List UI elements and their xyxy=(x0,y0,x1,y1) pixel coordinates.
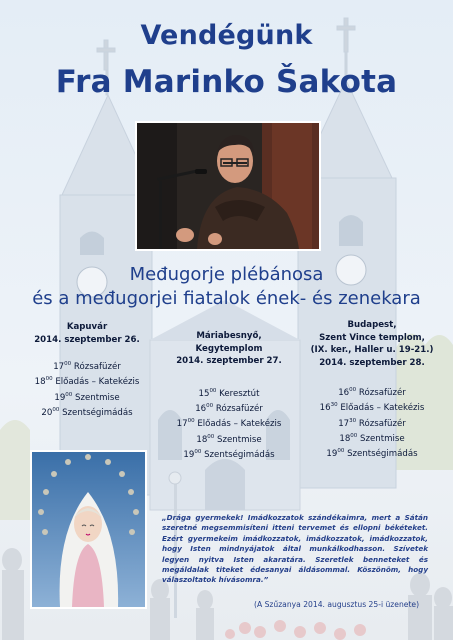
venue-column-mariabesnyo xyxy=(154,330,304,461)
schedule-item: $19^{00}$ Szentmise xyxy=(54,391,120,403)
schedule-item: $19^{00}$ Szentségimádás xyxy=(326,448,418,460)
subtitle-line-2: és a međugorjei fiatalok ének- és zenekara xyxy=(32,288,421,309)
schedule-item: $17^{30}$ Rózsafüzér xyxy=(338,417,406,429)
subtitle-line-1: Međugorje plébánosa xyxy=(129,264,324,285)
marian-message-text: „Drága gyermekek! Imádkozzatok szándékaimra, mert a Sátán szeretné megsemmisíteni itteni tervemet és ellopni békéteket. Ezért gyermekeim imádkozzatok, imádkozzatok, imádkozzatok, hogy Isten mindnyájatok által munkálkodhasson. Szívetek legyen nyitva Isten akaratára. Szeretlek benneteket és megáldalak titeket édesanyai áldásommal. Köszönöm, hogy válaszoltatok hívásomra.” xyxy=(162,513,428,585)
schedule-item: $16^{00}$ Rózsafüzér xyxy=(338,387,406,398)
venue-place: Kegytemplom xyxy=(195,343,263,354)
schedule-item: $18^{00}$ Szentmise xyxy=(196,433,262,445)
speaker-photo xyxy=(135,121,321,251)
message-source: (A Szűzanya 2014. augusztus 25-i üzenete) xyxy=(254,600,420,609)
poster-title-line-1: Vendégünk xyxy=(140,20,313,51)
venue-column-kapuvar xyxy=(22,321,152,419)
schedule-item: $18^{00}$ Szentmise xyxy=(339,433,405,444)
schedule-item: $20^{00}$ Szentségimádás xyxy=(41,407,133,418)
schedule-item: $18^{00}$ Előadás – Katekézis xyxy=(34,376,140,388)
schedule-item: $17^{00}$ Előadás – Katekézis xyxy=(176,418,282,430)
venue-column-budapest xyxy=(297,319,447,461)
venue-place: Kapuvár xyxy=(66,322,108,332)
poster-title-speaker-name: Fra Marinko Šakota xyxy=(55,64,398,100)
schedule-item: $17^{00}$ Rózsafüzér xyxy=(53,361,121,372)
schedule-item: $19^{00}$ Szentségimádás xyxy=(183,448,275,460)
venue-place: Budapest, xyxy=(347,320,397,330)
venue-date: 2014. szeptember 26. xyxy=(34,334,140,345)
venue-address: (IX. ker., Haller u. 19-21.) xyxy=(310,345,434,355)
venue-date: 2014. szeptember 28. xyxy=(319,357,425,368)
madonna-statue-photo xyxy=(30,450,147,609)
venue-place: Máriabesnyő, xyxy=(196,331,262,341)
schedule-item: $15^{00}$ Keresztút xyxy=(198,387,260,399)
venue-place: Szent Vince templom, xyxy=(319,332,425,343)
venue-date: 2014. szeptember 27. xyxy=(176,356,282,366)
schedule-item: $16^{30}$ Előadás – Katekézis xyxy=(319,402,425,414)
schedule-item: $16^{00}$ Rózsafüzér xyxy=(195,402,263,414)
